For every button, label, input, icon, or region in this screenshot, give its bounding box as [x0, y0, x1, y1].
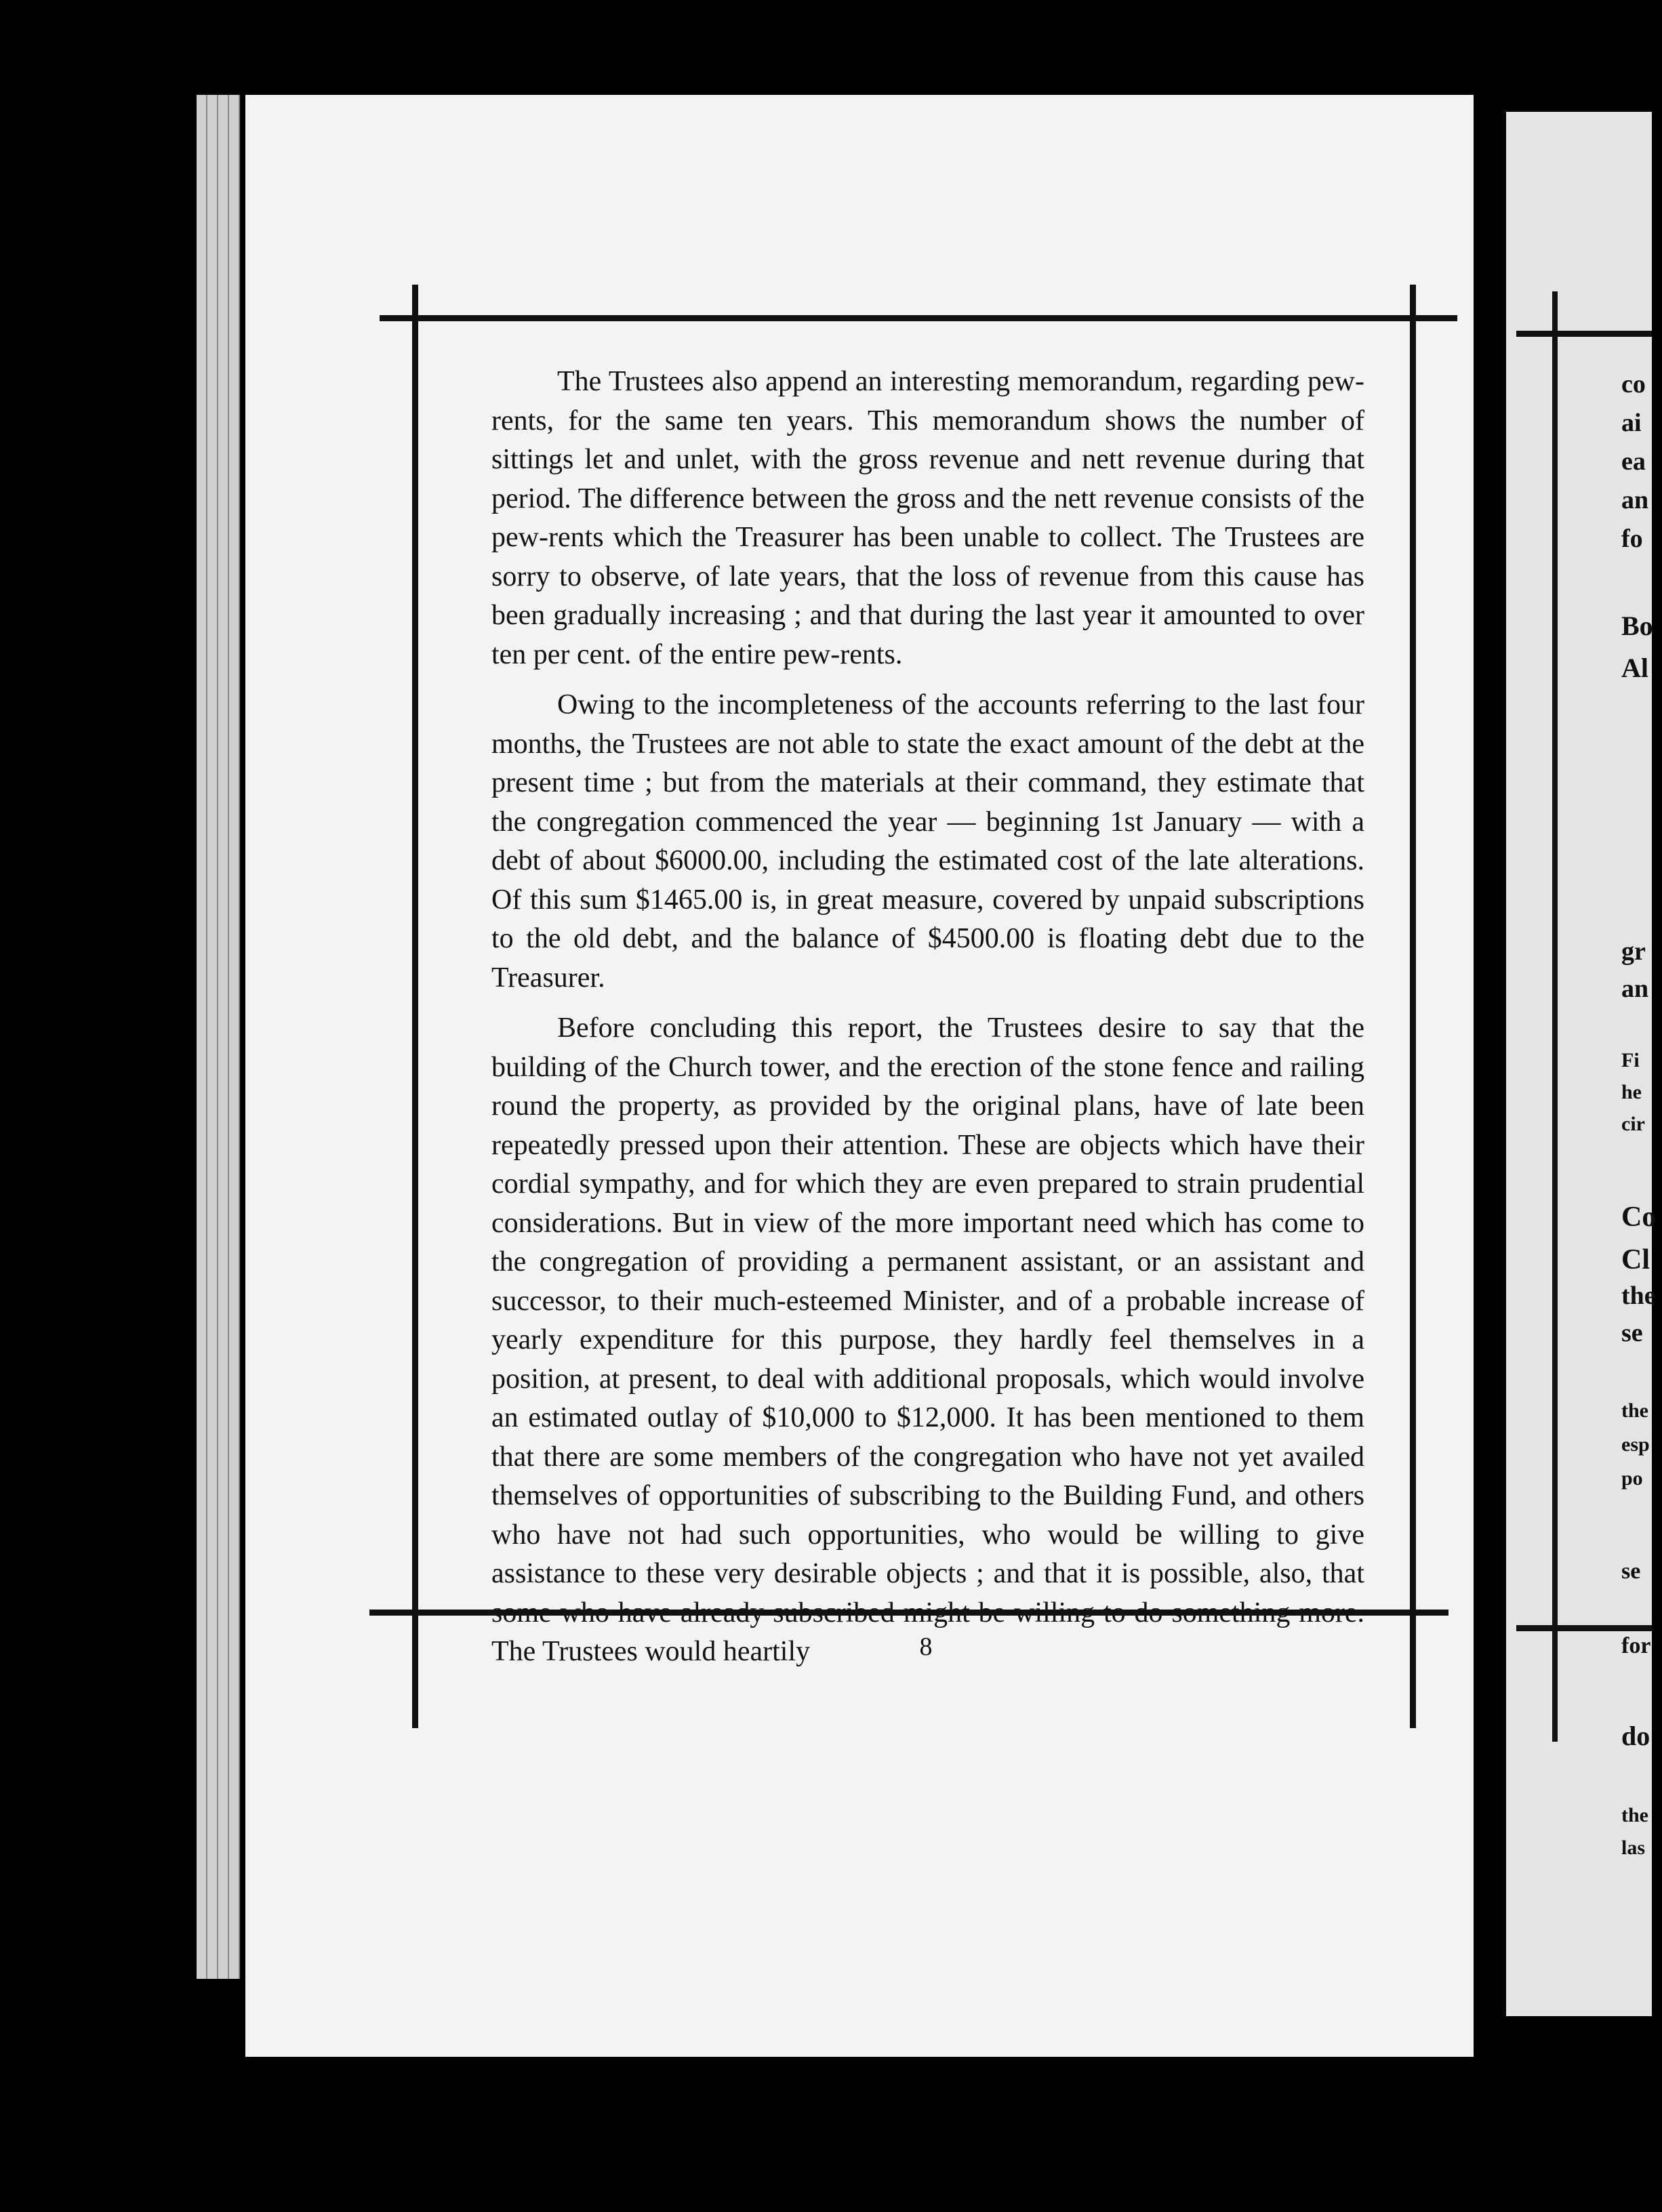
- facing-fragment: Fi: [1621, 1049, 1640, 1071]
- facing-fragment: ea: [1621, 447, 1646, 476]
- facing-fragment: an: [1621, 486, 1649, 514]
- page-edge: [218, 95, 229, 1979]
- facing-bottom-rule: [1516, 1625, 1652, 1631]
- facing-fragment: fo: [1621, 525, 1643, 553]
- paragraph-pew-rents: The Trustees also append an interesting memorandum, regarding pew-rents, for the same ten years. This memorandum shows the number of sittings let and unlet, with the gross revenue and nett revenue during that period. The difference between the gross and the nett revenue consists of the pew-rents which the Treasurer has been unable to collect. The Trustees are sorry to observe, of late years, that the loss of revenue from this cause has been gradually increasing ; and that during the last year it amounted to over ten per cent. of the entire pew-rents.: [491, 366, 1364, 670]
- facing-fragment: he: [1621, 1081, 1642, 1103]
- facing-left-rule: [1552, 291, 1558, 1742]
- facing-fragment: Co: [1621, 1202, 1657, 1233]
- facing-top-rule: [1516, 331, 1652, 337]
- facing-fragment: Al: [1621, 653, 1648, 683]
- facing-fragment: las: [1621, 1837, 1646, 1859]
- right-border-rule: [1410, 285, 1416, 1728]
- facing-fragment: se: [1621, 1559, 1641, 1584]
- facing-fragment: cir: [1621, 1113, 1645, 1135]
- top-border-rule: [380, 315, 1457, 321]
- facing-fragment: the: [1621, 1399, 1648, 1422]
- page-text: [491, 363, 1364, 1683]
- facing-fragment: Bo: [1621, 611, 1653, 641]
- facing-fragment: co: [1621, 370, 1646, 398]
- facing-fragment: gr: [1621, 937, 1646, 966]
- page-edge: [229, 95, 240, 1979]
- paragraph-debt: Owing to the incompleteness of the accounts referring to the last four months, the Trustees are not able to state the exact amount of the debt at the present time ; but from the materials at their command, they estimate that the congregation commenced the year — beginning 1st January — with a debt of about $6000.00, including the estimated cost of the late alterations. Of this sum $1465.00 is, in great measure, covered by unpaid subscriptions to the old debt, and the balance of $4500.00 is floating debt due to the Treasurer.: [491, 689, 1364, 994]
- facing-fragment: do: [1621, 1721, 1650, 1751]
- page-edge: [207, 95, 218, 1979]
- page-number: 8: [919, 1633, 933, 1661]
- facing-fragment: an: [1621, 975, 1649, 1003]
- facing-fragment: the: [1621, 1282, 1656, 1310]
- left-border-rule: [412, 285, 418, 1728]
- facing-fragment: the: [1621, 1804, 1648, 1826]
- paragraph-church-tower: Before concluding this report, the Trustees desire to say that the building of the Church tower, and the erection of the stone fence and railing round the property, as provided by the original plans, have of late been repeatedly pressed upon their attention. These are objects which have their cordial sympathy, and for which they are even prepared to strain prudential considerations. But in view of the more important need which has come to the congregation of providing a permanent assistant, or an assistant and successor, to their much-esteemed Minister, and of a probable increase of yearly expenditure for this purpose, they hardly feel themselves in a position, at present, to deal with additional proposals, which would involve an estimated outlay of $10,000 to $12,000. It has been mentioned to them that there are some members of the congregation who have not yet availed themselves of opportunities of subscribing to the Building Fund, and others who have not had such opportunities, who would be willing to give assistance to these very desirable objects ; and that it is possible, also, that some who have already subscribed might be willing to do something more. The Trustees would heartily: [491, 1012, 1364, 1667]
- facing-fragment: ai: [1621, 409, 1642, 437]
- page-edge: [197, 95, 207, 1979]
- facing-fragment: for: [1621, 1633, 1651, 1658]
- facing-fragment: se: [1621, 1319, 1643, 1347]
- facing-fragment: Cl: [1621, 1244, 1650, 1275]
- facing-fragment: po: [1621, 1467, 1643, 1490]
- facing-fragment: esp: [1621, 1433, 1650, 1456]
